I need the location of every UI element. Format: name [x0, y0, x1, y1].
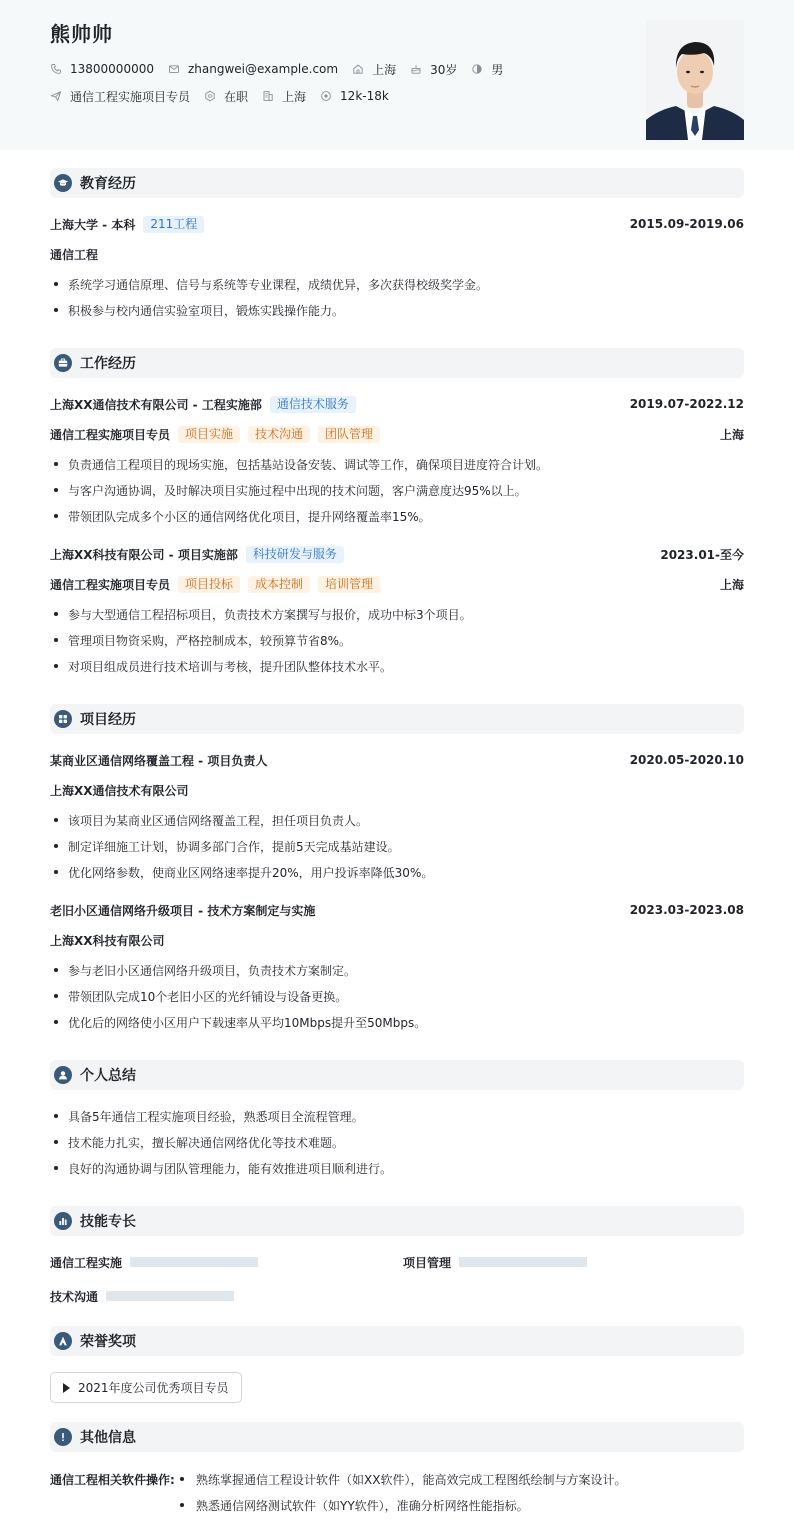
skill-name: 技术沟通 — [50, 1289, 99, 1304]
section-title: 个人总结 — [80, 1068, 136, 1084]
building-icon — [262, 90, 274, 102]
list-item: 管理项目物资采购，严格控制成本，较预算节省8%。 — [50, 631, 744, 649]
skill-item — [50, 1287, 234, 1305]
location-item — [352, 60, 396, 78]
job-intent-row — [50, 87, 403, 105]
work-company-line — [50, 545, 744, 563]
skill-tag: 团队管理 — [318, 426, 380, 443]
school-tag: 211工程 — [143, 216, 204, 233]
list-item: 参与老旧小区通信网络升级项目，负责技术方案制定。 — [50, 961, 744, 979]
skill-tag: 培训管理 — [318, 576, 380, 593]
education-date: 2015.09-2019.06 — [629, 217, 744, 231]
school-name: 上海大学 - 本科 — [50, 217, 136, 232]
position-text: 通信工程实施项目专员 — [70, 89, 191, 104]
mail-icon — [168, 63, 180, 75]
list-item: 参与大型通信工程招标项目，负责技术方案撰写与报价，成功中标3个项目。 — [50, 605, 744, 623]
phone-text: 13800000000 — [70, 62, 154, 76]
section-skills-header — [50, 1206, 744, 1236]
list-item: 对项目组成员进行技术培训与考核，提升团队整体技术水平。 — [50, 657, 744, 675]
company-name: 上海XX通信技术有限公司 - 工程实施部 — [50, 397, 262, 412]
section-projects-header — [50, 704, 744, 734]
email-item — [168, 60, 338, 78]
work-city: 上海 — [719, 577, 744, 592]
resume-header — [0, 0, 794, 150]
industry-tag: 通信技术服务 — [270, 396, 356, 413]
age-text: 30岁 — [430, 62, 458, 77]
skill-level-bar — [106, 1291, 234, 1301]
list-item: 带领团队完成多个小区的通信网络优化项目，提升网络覆盖率15%。 — [50, 507, 744, 525]
award-name: 2021年度公司优秀项目专员 — [78, 1381, 229, 1395]
industry-tag: 科技研发与服务 — [246, 546, 344, 563]
email-text: zhangwei@example.com — [187, 62, 339, 76]
project-title-line — [50, 901, 744, 919]
contact-row — [50, 60, 517, 78]
role-name: 通信工程实施项目专员 — [50, 577, 171, 592]
project-date: 2023.03-2023.08 — [629, 903, 744, 917]
play-icon — [63, 1383, 70, 1393]
other-label: 通信工程相关软件操作: — [50, 1472, 175, 1487]
status-text: 在职 — [224, 89, 249, 104]
section-honors-header — [50, 1326, 744, 1356]
section-title: 荣誉奖项 — [80, 1334, 136, 1350]
education-major-line — [50, 245, 744, 263]
list-item: 优化网络参数，使商业区网络速率提升20%，用户投诉率降低30%。 — [50, 863, 744, 881]
skill-level-bar — [459, 1257, 587, 1267]
work-role-line — [50, 575, 744, 593]
status-icon — [204, 90, 216, 102]
position-item — [50, 87, 190, 105]
section-work-header — [50, 348, 744, 378]
salary-item — [320, 87, 389, 105]
gender-text: 男 — [491, 62, 504, 77]
list-item: 该项目为某商业区通信网络覆盖工程，担任项目负责人。 — [50, 811, 744, 829]
cake-icon — [410, 63, 422, 75]
phone-item — [50, 60, 154, 78]
work-role-line — [50, 425, 744, 443]
project-title-line — [50, 751, 744, 769]
skill-name: 项目管理 — [403, 1255, 452, 1270]
list-item: 与客户沟通协调，及时解决项目实施过程中出现的技术问题，客户满意度达95%以上。 — [50, 481, 744, 499]
gender-icon — [471, 63, 483, 75]
info-icon — [54, 1428, 72, 1446]
list-item: 带领团队完成10个老旧小区的光纤铺设与设备更换。 — [50, 987, 744, 1005]
skill-tag: 项目投标 — [178, 576, 240, 593]
skill-name: 通信工程实施 — [50, 1255, 123, 1270]
skill-tag: 技术沟通 — [248, 426, 310, 443]
work-date: 2019.07-2022.12 — [629, 397, 744, 411]
list-item: 积极参与校内通信实验室项目，锻炼实践操作能力。 — [50, 301, 744, 319]
project-company-line — [50, 781, 744, 799]
skill-tag: 项目实施 — [178, 426, 240, 443]
profile-photo — [646, 20, 744, 140]
target-city-text: 上海 — [282, 89, 307, 104]
project-title: 某商业区通信网络覆盖工程 - 项目负责人 — [50, 753, 268, 768]
home-icon — [352, 63, 364, 75]
graduation-cap-icon — [54, 174, 72, 192]
list-item: 系统学习通信原理、信号与系统等专业课程，成绩优异，多次获得校级奖学金。 — [50, 275, 744, 293]
list-item: 熟练掌握通信工程设计软件（如XX软件），能高效完成工程图纸绘制与方案设计。 — [180, 1470, 626, 1488]
candidate-name: 熊帅帅 — [50, 22, 113, 46]
list-item: 良好的沟通协调与团队管理能力，能有效推进项目顺利进行。 — [50, 1159, 744, 1177]
section-title: 项目经历 — [80, 712, 136, 728]
user-icon — [54, 1066, 72, 1084]
section-other-header — [50, 1422, 744, 1452]
education-school-line — [50, 215, 744, 233]
list-item: 优化后的网络使小区用户下载速率从平均10Mbps提升至50Mbps。 — [50, 1013, 744, 1031]
money-icon — [320, 90, 332, 102]
skill-tag: 成本控制 — [248, 576, 310, 593]
skill-item — [50, 1253, 258, 1271]
work-city: 上海 — [719, 427, 744, 442]
section-title: 工作经历 — [80, 356, 136, 372]
section-title: 教育经历 — [80, 176, 136, 192]
project-title: 老旧小区通信网络升级项目 - 技术方案制定与实施 — [50, 903, 316, 918]
major-name: 通信工程 — [50, 247, 99, 262]
phone-icon — [50, 63, 62, 75]
work-company-line — [50, 395, 744, 413]
company-name: 上海XX科技有限公司 - 项目实施部 — [50, 547, 238, 562]
age-item — [410, 60, 457, 78]
work-date: 2023.01-至今 — [660, 547, 744, 562]
grid-icon — [54, 710, 72, 728]
skill-level-bar — [130, 1257, 258, 1267]
bar-chart-icon — [54, 1212, 72, 1230]
briefcase-icon — [54, 354, 72, 372]
gender-item — [471, 60, 503, 78]
salary-text: 12k-18k — [340, 89, 389, 103]
section-title: 其他信息 — [80, 1430, 136, 1446]
award-icon — [54, 1332, 72, 1350]
send-icon — [50, 90, 62, 102]
status-item — [204, 87, 248, 105]
project-date: 2020.05-2020.10 — [629, 753, 744, 767]
list-item: 技术能力扎实，擅长解决通信网络优化等技术难题。 — [50, 1133, 744, 1151]
project-company-line — [50, 931, 744, 949]
award-item[interactable] — [50, 1372, 242, 1403]
target-city-item — [262, 87, 306, 105]
section-title: 技能专长 — [80, 1214, 136, 1230]
list-item: 具备5年通信工程实施项目经验，熟悉项目全流程管理。 — [50, 1107, 744, 1125]
list-item: 负责通信工程项目的现场实施，包括基站设备安装、调试等工作，确保项目进度符合计划。 — [50, 455, 744, 473]
project-company: 上海XX通信技术有限公司 — [50, 783, 189, 798]
skill-item — [403, 1253, 587, 1271]
section-education-header — [50, 168, 744, 198]
project-company: 上海XX科技有限公司 — [50, 933, 165, 948]
section-summary-header — [50, 1060, 744, 1090]
location-text: 上海 — [372, 62, 397, 77]
list-item: 制定详细施工计划，协调多部门合作，提前5天完成基站建设。 — [50, 837, 744, 855]
role-name: 通信工程实施项目专员 — [50, 427, 171, 442]
list-item: 熟悉通信网络测试软件（如YY软件），准确分析网络性能指标。 — [180, 1496, 529, 1514]
